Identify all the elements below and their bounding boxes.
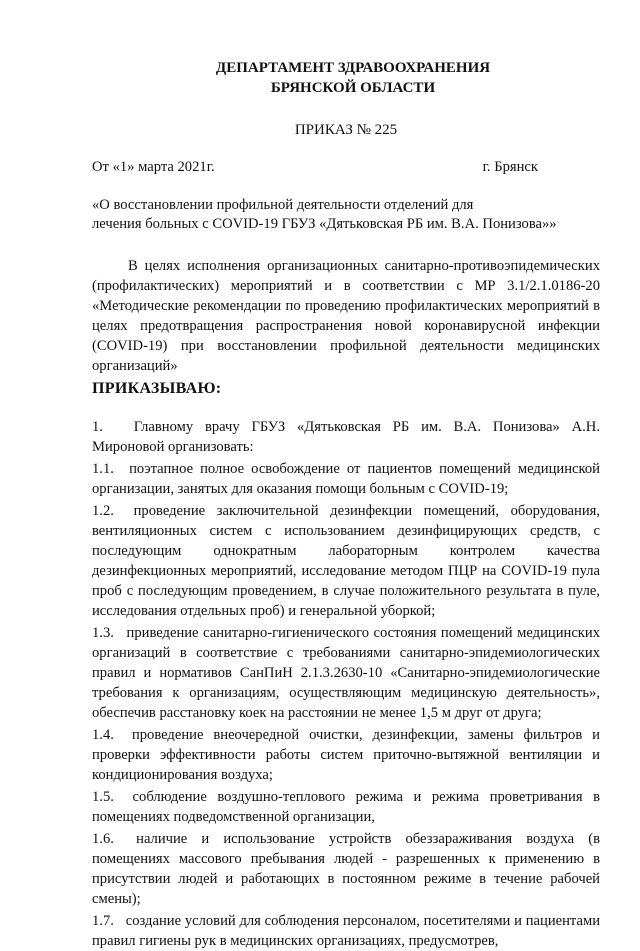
subject-line2: лечения больных с COVID-19 ГБУЗ «Дятьковская РБ им. В.А. Понизова»»	[92, 216, 557, 232]
date-city-line	[92, 157, 600, 178]
decree-heading: ПРИКАЗЫВАЮ:	[92, 380, 222, 397]
list-item	[92, 623, 600, 723]
item-number: 1.4.	[92, 727, 114, 743]
list-item	[92, 787, 600, 827]
order-items-list	[92, 417, 600, 951]
order-title: ПРИКАЗ № 225	[294, 122, 398, 138]
item-text: соблюдение воздушно-теплового режима и режима проветривания в помещениях подведомственной организации,	[92, 789, 600, 825]
item-number: 1.7.	[92, 913, 114, 929]
item-number: 1.5.	[92, 789, 114, 805]
item-text: поэтапное полное освобождение от пациентов помещений медицинской организации, занятых для оказания помощи больным с COVID-19;	[92, 461, 600, 497]
list-item	[92, 459, 600, 499]
list-item	[92, 725, 600, 785]
order-subject	[92, 196, 600, 234]
item-text: приведение санитарно-гигиенического состояния помещений медицинских организаций в соответствие с требованиями санитарно-эпидемиологических правил и нормативов СанПиН 2.1.3.2630-10 «Санитарно-эпидемиологические требования к организациям, осуществляющим медицинскую деятельность», обеспечив расстановку коек на расстоянии не менее 1,5 м друг от друга;	[92, 625, 600, 721]
department-name-line2: БРЯНСКОЙ ОБЛАСТИ	[270, 80, 436, 96]
item-text: создание условий для соблюдения персоналом, посетителями и пациентами правил гигиены рук в медицинских организациях, предусмотрев,	[92, 913, 600, 949]
list-item	[92, 501, 600, 621]
item-text: проведение заключительной дезинфекции помещений, оборудования, вентиляционных систем с использованием дезинфицирующих средств, с последующим однократным лабораторным контролем качества дезинфекционных мероприятий, исследование методом ПЦР на COVID-19 пула проб с последующим проведением, в случае положительного результата в пуле, исследования отдельных проб) и генеральной уборкой;	[92, 503, 600, 619]
item-number: 1.	[92, 419, 103, 435]
list-item	[92, 911, 600, 951]
subject-line1: «О восстановлении профильной деятельности отделений для	[92, 197, 474, 213]
item-number: 1.1.	[92, 461, 114, 477]
order-city: г. Брянск	[482, 159, 538, 175]
list-item	[92, 417, 600, 457]
department-name-line1: ДЕПАРТАМЕНТ ЗДРАВООХРАНЕНИЯ	[215, 60, 491, 76]
item-number: 1.3.	[92, 625, 114, 641]
item-text: Главному врачу ГБУЗ «Дятьковская РБ им. В.А. Понизова» А.Н. Мироновой организовать:	[92, 419, 600, 455]
item-text: наличие и использование устройств обеззараживания воздуха (в помещениях массового пребывания людей - разрешенных к применению в присутствии людей и работающих в постоянном режиме в течение рабочей смены);	[92, 831, 600, 907]
order-date: От «1» марта 2021г.	[92, 159, 215, 175]
item-number: 1.2.	[92, 503, 114, 519]
item-number: 1.6.	[92, 831, 114, 847]
item-text: проведение внеочередной очистки, дезинфекции, замены фильтров и проверки эффективности работы систем приточно-вытяжной вентиляции и кондиционирования воздуха;	[92, 727, 600, 783]
preamble-paragraph: В целях исполнения организационных санитарно-противоэпидемических (профилактических) мероприятий и в соответствии с МР 3.1/2.1.0186-20 «Методические рекомендации по проведению профилактических мероприятий в целях предотвращения распространения новой коронавирусной инфекции (COVID-19) при восстановлении профильной деятельности медицинских организаций»	[92, 258, 600, 374]
list-item	[92, 829, 600, 909]
